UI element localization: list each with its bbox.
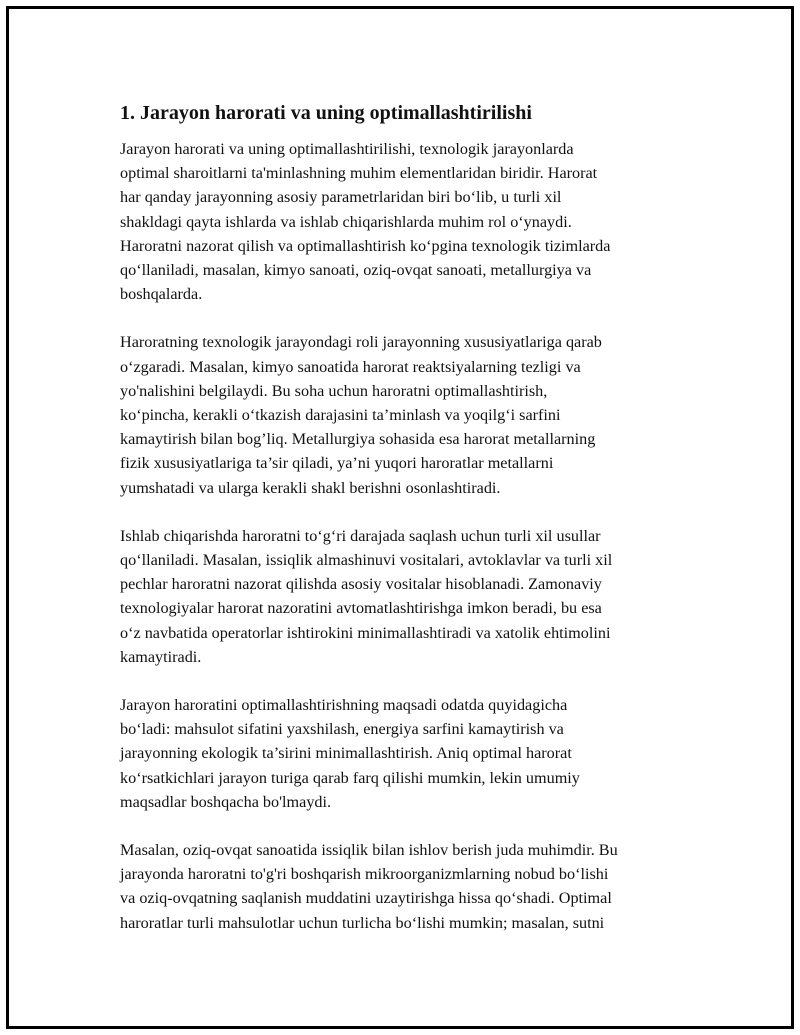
text-line: boshqalarda. — [120, 285, 203, 304]
paragraph-3 — [120, 524, 692, 669]
text-line: qo‘llaniladi, masalan, kimyo sanoati, oziq-ovqat sanoati, metallurgiya va — [120, 261, 592, 280]
text-line: har qanday jarayonning asosiy parametrlaridan biri bo‘lib, u turli xil — [120, 188, 562, 207]
paragraph-1 — [120, 137, 692, 306]
section-heading: 1. Jarayon harorati va uning optimallashtirilishi — [120, 102, 532, 124]
text-line: kamaytirish bilan bog’liq. Metallurgiya sohasida esa harorat metallarning — [120, 430, 596, 449]
text-line: Haroratning texnologik jarayondagi roli jarayonning xususiyatlariga qarab — [120, 333, 602, 352]
text-line: Ishlab chiqarishda haroratni to‘g‘ri darajada saqlash uchun turli xil usullar — [120, 526, 601, 545]
text-line: jarayonda haroratni to'g'ri boshqarish mikroorganizmlarning nobud bo‘lishi — [120, 865, 609, 884]
text-line: yo'nalishini belgilaydi. Bu soha uchun haroratni optimallashtirish, — [120, 381, 548, 400]
text-line: fizik xususiyatlariga ta’sir qiladi, ya’ni yuqori haroratlar metallarni — [120, 454, 554, 473]
text-line: pechlar haroratni nazorat qilishda asosiy vositalar hisoblanadi. Zamonaviy — [120, 575, 602, 594]
text-line: Jarayon haroratini optimallashtirishning maqsadi odatda quyidagicha — [120, 696, 568, 715]
text-line: o‘z navbatida operatorlar ishtirokini minimallashtiradi va xatolik ehtimolini — [120, 623, 611, 642]
text-line: texnologiyalar harorat nazoratini avtomatlashtirishga imkon beradi, bu esa — [120, 599, 602, 618]
text-line: Haroratni nazorat qilish va optimallashtirish ko‘pgina texnologik tizimlarda — [120, 236, 611, 255]
text-line: ko‘pincha, kerakli o‘tkazish darajasini ta’minlash va yoqilg‘i sarfini — [120, 406, 561, 425]
text-line: o‘zgaradi. Masalan, kimyo sanoatida harorat reaktsiyalarning tezligi va — [120, 357, 581, 376]
text-line: shakldagi qayta ishlarda va ishlab chiqarishlarda muhim rol o‘ynaydi. — [120, 212, 572, 231]
paragraph-2 — [120, 330, 692, 499]
text-line: optimal sharoitlarni ta'minlashning muhim elementlaridan biridir. Harorat — [120, 164, 598, 183]
text-line: qo‘llaniladi. Masalan, issiqlik almashinuvi vositalari, avtoklavlar va turli xil — [120, 551, 613, 570]
document-body — [120, 99, 692, 959]
paragraph-4 — [120, 693, 692, 814]
paragraph-5 — [120, 838, 692, 935]
text-line: haroratlar turli mahsulotlar uchun turlicha bo‘lishi mumkin; masalan, sutni — [120, 913, 605, 932]
text-line: Jarayon harorati va uning optimallashtirilishi, texnologik jarayonlarda — [120, 140, 574, 158]
text-line: maqsadlar boshqacha bo'lmaydi. — [120, 792, 332, 811]
text-line: bo‘ladi: mahsulot sifatini yaxshilash, energiya sarfini kamaytirish va — [120, 720, 564, 739]
text-line: kamaytiradi. — [120, 647, 202, 666]
text-line: jarayonning ekologik ta’sirini minimallashtirish. Aniq optimal harorat — [120, 744, 572, 763]
text-line: ko‘rsatkichlari jarayon turiga qarab farq qilishi mumkin, lekin umumiy — [120, 768, 580, 787]
text-line: yumshatadi va ularga kerakli shakl berishni osonlashtiradi. — [120, 478, 501, 497]
text-line: va oziq-ovqatning saqlanish muddatini uzaytirishga hissa qo‘shadi. Optimal — [120, 889, 612, 908]
page-frame — [6, 6, 794, 1029]
text-line: Masalan, oziq-ovqat sanoatida issiqlik bilan ishlov berish juda muhimdir. Bu — [120, 841, 618, 860]
